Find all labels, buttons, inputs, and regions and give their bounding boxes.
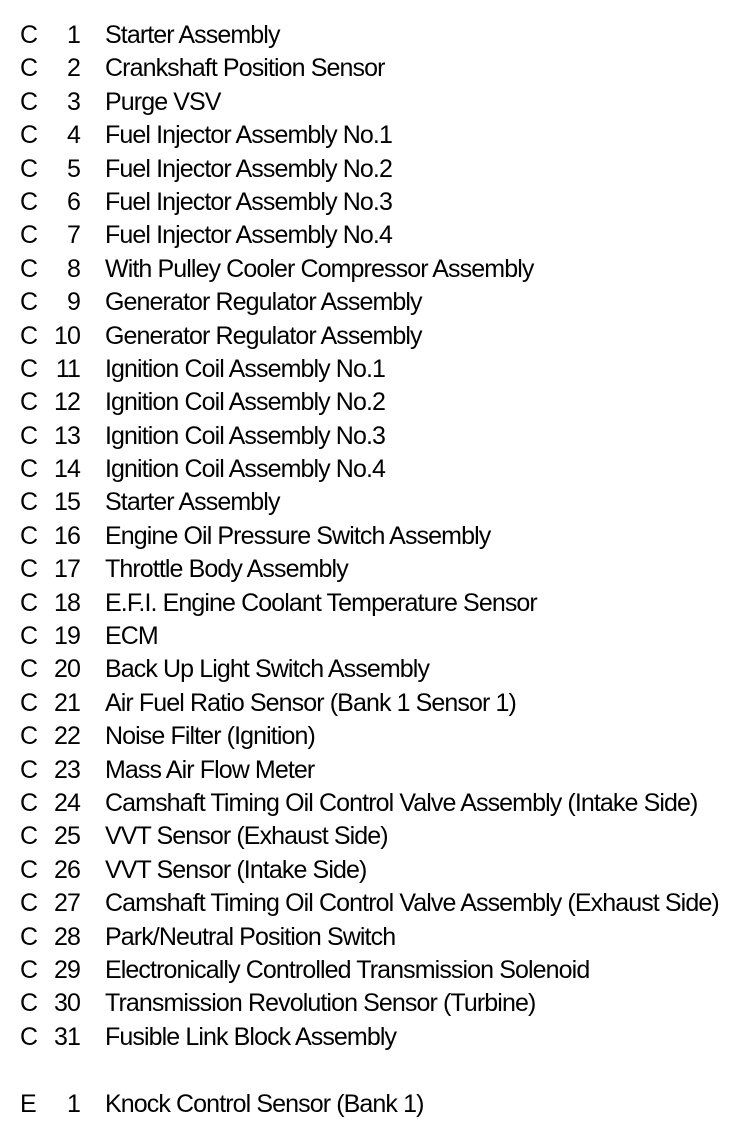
list-item bbox=[0, 386, 752, 419]
connector-prefix: C bbox=[20, 488, 38, 517]
list-item bbox=[0, 520, 752, 553]
connector-prefix: C bbox=[20, 421, 38, 450]
connector-prefix: C bbox=[20, 688, 38, 717]
connector-prefix: C bbox=[20, 989, 38, 1018]
component-name: Ignition Coil Assembly No.1 bbox=[105, 354, 386, 383]
component-name: Park/Neutral Position Switch bbox=[105, 922, 396, 951]
connector-prefix: C bbox=[20, 722, 38, 751]
list-item bbox=[0, 52, 752, 85]
connector-number: 17 bbox=[53, 555, 80, 584]
connector-number: 27 bbox=[53, 889, 80, 918]
list-item bbox=[0, 286, 752, 319]
connector-prefix: C bbox=[20, 87, 38, 116]
component-name: Ignition Coil Assembly No.3 bbox=[105, 421, 386, 450]
connector-prefix: C bbox=[20, 221, 38, 250]
list-item bbox=[0, 954, 752, 987]
connector-prefix: C bbox=[20, 321, 38, 350]
connector-number: 6 bbox=[66, 187, 80, 216]
list-item bbox=[0, 153, 752, 186]
component-name: Starter Assembly bbox=[105, 488, 280, 517]
connector-number: 1 bbox=[66, 21, 80, 49]
connector-prefix: C bbox=[20, 588, 38, 617]
component-name: Camshaft Timing Oil Control Valve Assembly (Exhaust Side) bbox=[105, 889, 719, 918]
component-name: Noise Filter (Ignition) bbox=[105, 722, 315, 751]
connector-number: 23 bbox=[53, 755, 80, 784]
component-name: Fuel Injector Assembly No.4 bbox=[105, 221, 392, 250]
connector-prefix: C bbox=[20, 1022, 38, 1051]
component-name: Ignition Coil Assembly No.4 bbox=[105, 455, 386, 484]
component-name: Fusible Link Block Assembly bbox=[105, 1022, 397, 1051]
connector-prefix: C bbox=[20, 555, 38, 584]
connector-number: 19 bbox=[53, 622, 80, 651]
connector-prefix: C bbox=[20, 187, 38, 216]
connector-number: 2 bbox=[66, 54, 80, 83]
list-item bbox=[0, 1088, 752, 1121]
component-name: Fuel Injector Assembly No.1 bbox=[105, 121, 392, 150]
component-name: VVT Sensor (Exhaust Side) bbox=[105, 822, 388, 851]
list-item bbox=[0, 820, 752, 853]
component-name: Starter Assembly bbox=[105, 21, 280, 49]
connector-number: 16 bbox=[53, 521, 80, 550]
connector-number: 12 bbox=[53, 388, 80, 417]
connector-prefix: C bbox=[20, 21, 38, 49]
component-name: Fuel Injector Assembly No.2 bbox=[105, 154, 392, 183]
component-name: Purge VSV bbox=[105, 87, 221, 116]
list-item bbox=[0, 186, 752, 219]
connector-number: 13 bbox=[53, 421, 80, 450]
list-item bbox=[0, 486, 752, 519]
connector-number: 8 bbox=[66, 254, 80, 283]
component-name: Generator Regulator Assembly bbox=[105, 321, 422, 350]
list-item bbox=[0, 754, 752, 787]
component-name: E.F.I. Engine Coolant Temperature Sensor bbox=[105, 588, 537, 617]
connector-prefix: C bbox=[20, 889, 38, 918]
connector-number: 31 bbox=[53, 1022, 80, 1051]
connector-number: 30 bbox=[53, 989, 80, 1018]
connector-number: 5 bbox=[66, 154, 80, 183]
connector-prefix: C bbox=[20, 755, 38, 784]
component-name: Knock Control Sensor (Bank 1) bbox=[105, 1089, 424, 1118]
connector-number: 15 bbox=[53, 488, 80, 517]
list-item bbox=[0, 420, 752, 453]
list-item bbox=[0, 453, 752, 486]
connector-prefix: C bbox=[20, 521, 38, 550]
list-item bbox=[0, 353, 752, 386]
list-item bbox=[0, 987, 752, 1020]
component-name: Back Up Light Switch Assembly bbox=[105, 655, 430, 684]
list-item bbox=[0, 887, 752, 920]
list-item bbox=[0, 19, 752, 52]
list-item bbox=[0, 320, 752, 353]
connector-prefix: C bbox=[20, 455, 38, 484]
connector-prefix: C bbox=[20, 354, 38, 383]
connector-number: 1 bbox=[66, 1089, 80, 1118]
component-name: Mass Air Flow Meter bbox=[105, 755, 315, 784]
list-item bbox=[0, 553, 752, 586]
component-name: Engine Oil Pressure Switch Assembly bbox=[105, 521, 491, 550]
list-item bbox=[0, 86, 752, 119]
connector-number: 22 bbox=[53, 722, 80, 751]
connector-number: 10 bbox=[53, 321, 80, 350]
component-name: Throttle Body Assembly bbox=[105, 555, 348, 584]
component-name: Electronically Controlled Transmission Solenoid bbox=[105, 955, 590, 984]
connector-number: 21 bbox=[53, 688, 80, 717]
list-item bbox=[0, 253, 752, 286]
connector-prefix: C bbox=[20, 822, 38, 851]
connector-number: 24 bbox=[53, 788, 80, 817]
component-name: With Pulley Cooler Compressor Assembly bbox=[105, 254, 534, 283]
list-item bbox=[0, 219, 752, 252]
list-item bbox=[0, 687, 752, 720]
component-name: Generator Regulator Assembly bbox=[105, 288, 422, 317]
connector-prefix: C bbox=[20, 121, 38, 150]
connector-prefix: C bbox=[20, 254, 38, 283]
connector-number: 7 bbox=[66, 221, 80, 250]
connector-number: 28 bbox=[53, 922, 80, 951]
component-name: Fuel Injector Assembly No.3 bbox=[105, 187, 392, 216]
component-name: Crankshaft Position Sensor bbox=[105, 54, 385, 83]
list-item bbox=[0, 653, 752, 686]
list-item bbox=[0, 1021, 752, 1054]
connector-prefix: C bbox=[20, 54, 38, 83]
connector-prefix: C bbox=[20, 388, 38, 417]
connector-prefix: C bbox=[20, 288, 38, 317]
list-item bbox=[0, 119, 752, 152]
connector-prefix: C bbox=[20, 922, 38, 951]
connector-number: 26 bbox=[53, 855, 80, 884]
list-item bbox=[0, 854, 752, 887]
component-name: Air Fuel Ratio Sensor (Bank 1 Sensor 1) bbox=[105, 688, 516, 717]
list-item bbox=[0, 787, 752, 820]
connector-prefix: C bbox=[20, 955, 38, 984]
connector-prefix: C bbox=[20, 622, 38, 651]
connector-prefix: C bbox=[20, 154, 38, 183]
connector-number: 29 bbox=[53, 955, 80, 984]
connector-list bbox=[0, 19, 752, 1121]
list-item bbox=[0, 921, 752, 954]
connector-number: 4 bbox=[66, 121, 80, 150]
connector-number: 20 bbox=[53, 655, 80, 684]
connector-prefix: C bbox=[20, 788, 38, 817]
connector-number: 11 bbox=[55, 354, 80, 383]
connector-number: 9 bbox=[66, 288, 80, 317]
component-name: ECM bbox=[105, 622, 158, 651]
connector-prefix: C bbox=[20, 655, 38, 684]
connector-number: 14 bbox=[53, 455, 80, 484]
component-name: Transmission Revolution Sensor (Turbine) bbox=[105, 989, 536, 1018]
component-name: Camshaft Timing Oil Control Valve Assembly (Intake Side) bbox=[105, 788, 698, 817]
list-item bbox=[0, 587, 752, 620]
connector-prefix: E bbox=[20, 1089, 36, 1118]
component-name: Ignition Coil Assembly No.2 bbox=[105, 388, 386, 417]
component-name: VVT Sensor (Intake Side) bbox=[105, 855, 367, 884]
connector-number: 3 bbox=[66, 87, 80, 116]
list-item bbox=[0, 720, 752, 753]
connector-number: 18 bbox=[53, 588, 80, 617]
list-item bbox=[0, 620, 752, 653]
connector-prefix: C bbox=[20, 855, 38, 884]
connector-number: 25 bbox=[53, 822, 80, 851]
